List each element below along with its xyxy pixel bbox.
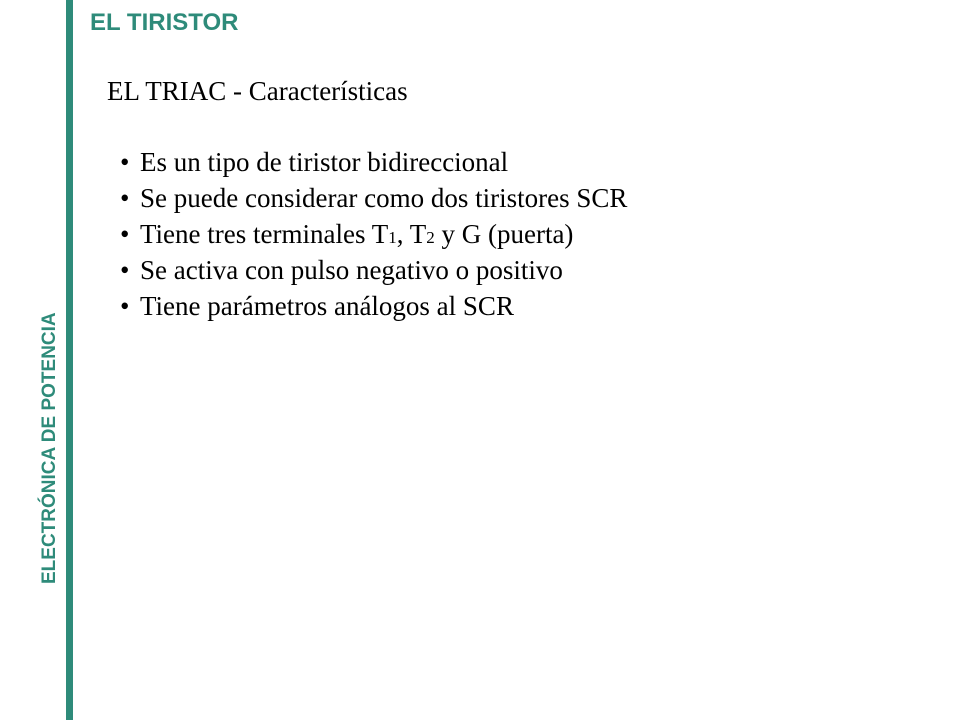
bullet-text: Se activa con pulso negativo o positivo xyxy=(140,255,563,285)
bullet-dot-icon: • xyxy=(120,291,130,321)
bullet-dot-icon: • xyxy=(120,219,130,249)
bullet-item xyxy=(120,216,627,252)
bullet-dot-icon: • xyxy=(120,147,130,177)
bullet-item xyxy=(120,288,627,324)
bullet-text-part: , T xyxy=(396,219,427,249)
bullet-dot-icon: • xyxy=(120,255,130,285)
bullet-text-part: y G (puerta) xyxy=(434,219,574,249)
bullet-text: Es un tipo de tiristor bidireccional xyxy=(140,147,509,177)
bullet-item xyxy=(120,144,627,180)
bullet-item xyxy=(120,180,627,216)
vertical-course-label: ELECTRÓNICA DE POTENCIA xyxy=(39,312,60,584)
bullet-dot-icon: • xyxy=(120,183,130,213)
bullet-item xyxy=(120,252,627,288)
bullet-text-part: Tiene tres terminales T xyxy=(140,219,389,249)
left-accent-bar xyxy=(66,0,73,720)
subscript-1: 1 xyxy=(388,228,397,247)
slide-subtitle: EL TRIAC - Características xyxy=(107,76,408,106)
bullet-text: Tiene parámetros análogos al SCR xyxy=(140,291,514,321)
bullet-list xyxy=(120,144,627,324)
header-title: EL TIRISTOR xyxy=(90,9,239,36)
bullet-text: Se puede considerar como dos tiristores SCR xyxy=(140,183,628,213)
subscript-2: 2 xyxy=(426,228,435,247)
